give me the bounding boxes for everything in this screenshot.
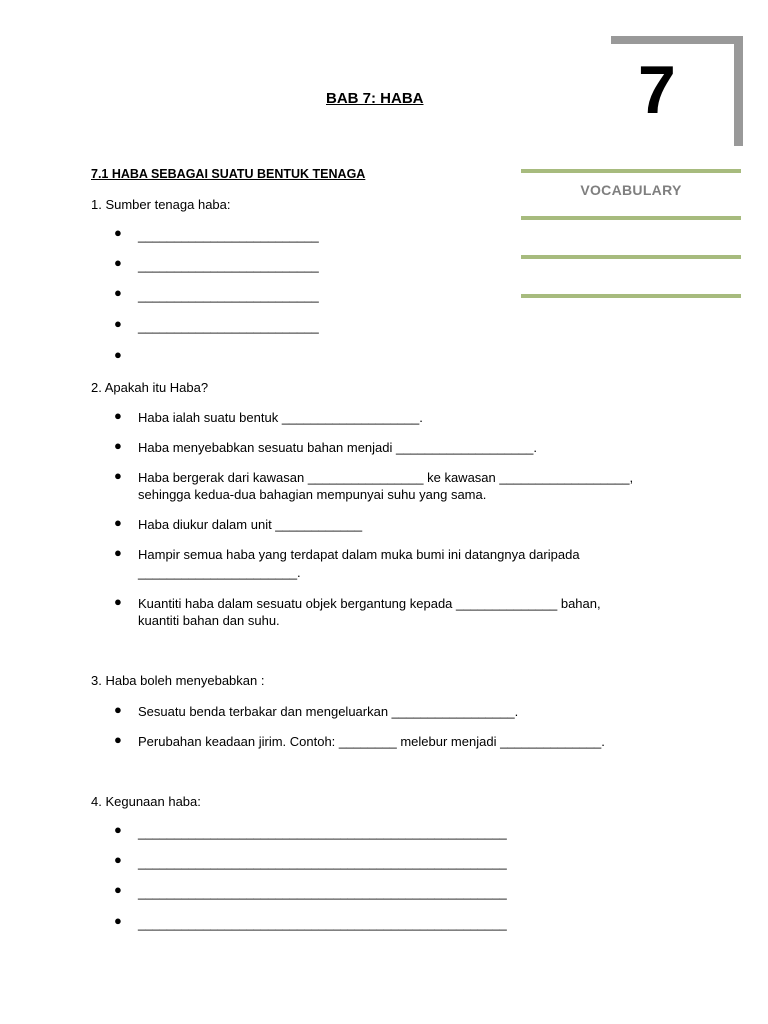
vocabulary-label: VOCABULARY [580,182,682,198]
answer-blank[interactable]: _________________________ [138,288,319,303]
bullet-icon: ● [114,225,122,240]
bullet-icon: ● [114,882,122,897]
question-1-label: 1. Sumber tenaga haba: [91,197,231,212]
question-2-label: 2. Apakah itu Haba? [91,380,209,395]
bullet-icon: ● [114,515,122,530]
section-heading: 7.1 HABA SEBAGAI SUATU BENTUK TENAGA [91,167,366,181]
answer-blank[interactable]: _________________________ [138,319,319,334]
bullet-icon: ● [114,408,122,423]
fill-in-item-continued: ______________________. [138,565,301,580]
answer-blank[interactable]: _________________________ [138,258,319,273]
bullet-icon: ● [114,732,122,747]
bullet-icon: ● [114,594,122,609]
bullet-icon: ● [114,468,122,483]
question-3-label: 3. Haba boleh menyebabkan : [91,673,265,688]
fill-in-item: Hampir semua haba yang terdapat dalam muka bumi ini datangnya daripada [138,547,580,562]
chapter-bracket-top [611,36,743,44]
fill-in-item: Haba menyebabkan sesuatu bahan menjadi ___________________. [138,440,537,455]
bullet-icon: ● [114,285,122,300]
answer-blank[interactable]: ___________________________________________________ [138,855,507,870]
bullet-icon: ● [114,545,122,560]
vocab-line-3 [521,255,741,259]
answer-blank[interactable]: ___________________________________________________ [138,916,507,931]
chapter-number: 7 [638,52,676,128]
fill-in-item: Perubahan keadaan jirim. Contoh: ________ melebur menjadi ______________. [138,734,605,749]
vocab-line-4 [521,294,741,298]
fill-in-item-continued: sehingga kedua-dua bahagian mempunyai suhu yang sama. [138,487,487,502]
fill-in-item: Haba ialah suatu bentuk ___________________. [138,410,423,425]
answer-blank[interactable]: ___________________________________________________ [138,825,507,840]
bullet-icon: ● [114,438,122,453]
answer-blank[interactable]: ___________________________________________________ [138,885,507,900]
bullet-icon: ● [114,255,122,270]
vocab-line-2 [521,216,741,220]
fill-in-item: Sesuatu benda terbakar dan mengeluarkan _________________. [138,704,519,719]
bullet-icon: ● [114,852,122,867]
bullet-icon: ● [114,822,122,837]
fill-in-item: Haba diukur dalam unit ____________ [138,517,363,532]
bullet-icon: ● [114,347,122,362]
fill-in-item-continued: kuantiti bahan dan suhu. [138,613,280,628]
bullet-icon: ● [114,702,122,717]
vocab-line-1 [521,169,741,173]
bullet-icon: ● [114,913,122,928]
bullet-icon: ● [114,316,122,331]
fill-in-item: Kuantiti haba dalam sesuatu objek bergantung kepada ______________ bahan, [138,596,601,611]
page-title: BAB 7: HABA [326,90,424,107]
question-4-label: 4. Kegunaan haba: [91,794,201,809]
fill-in-item: Haba bergerak dari kawasan ________________ ke kawasan __________________, [138,470,634,485]
answer-blank[interactable]: _________________________ [138,228,319,243]
chapter-bracket-right [734,36,743,146]
